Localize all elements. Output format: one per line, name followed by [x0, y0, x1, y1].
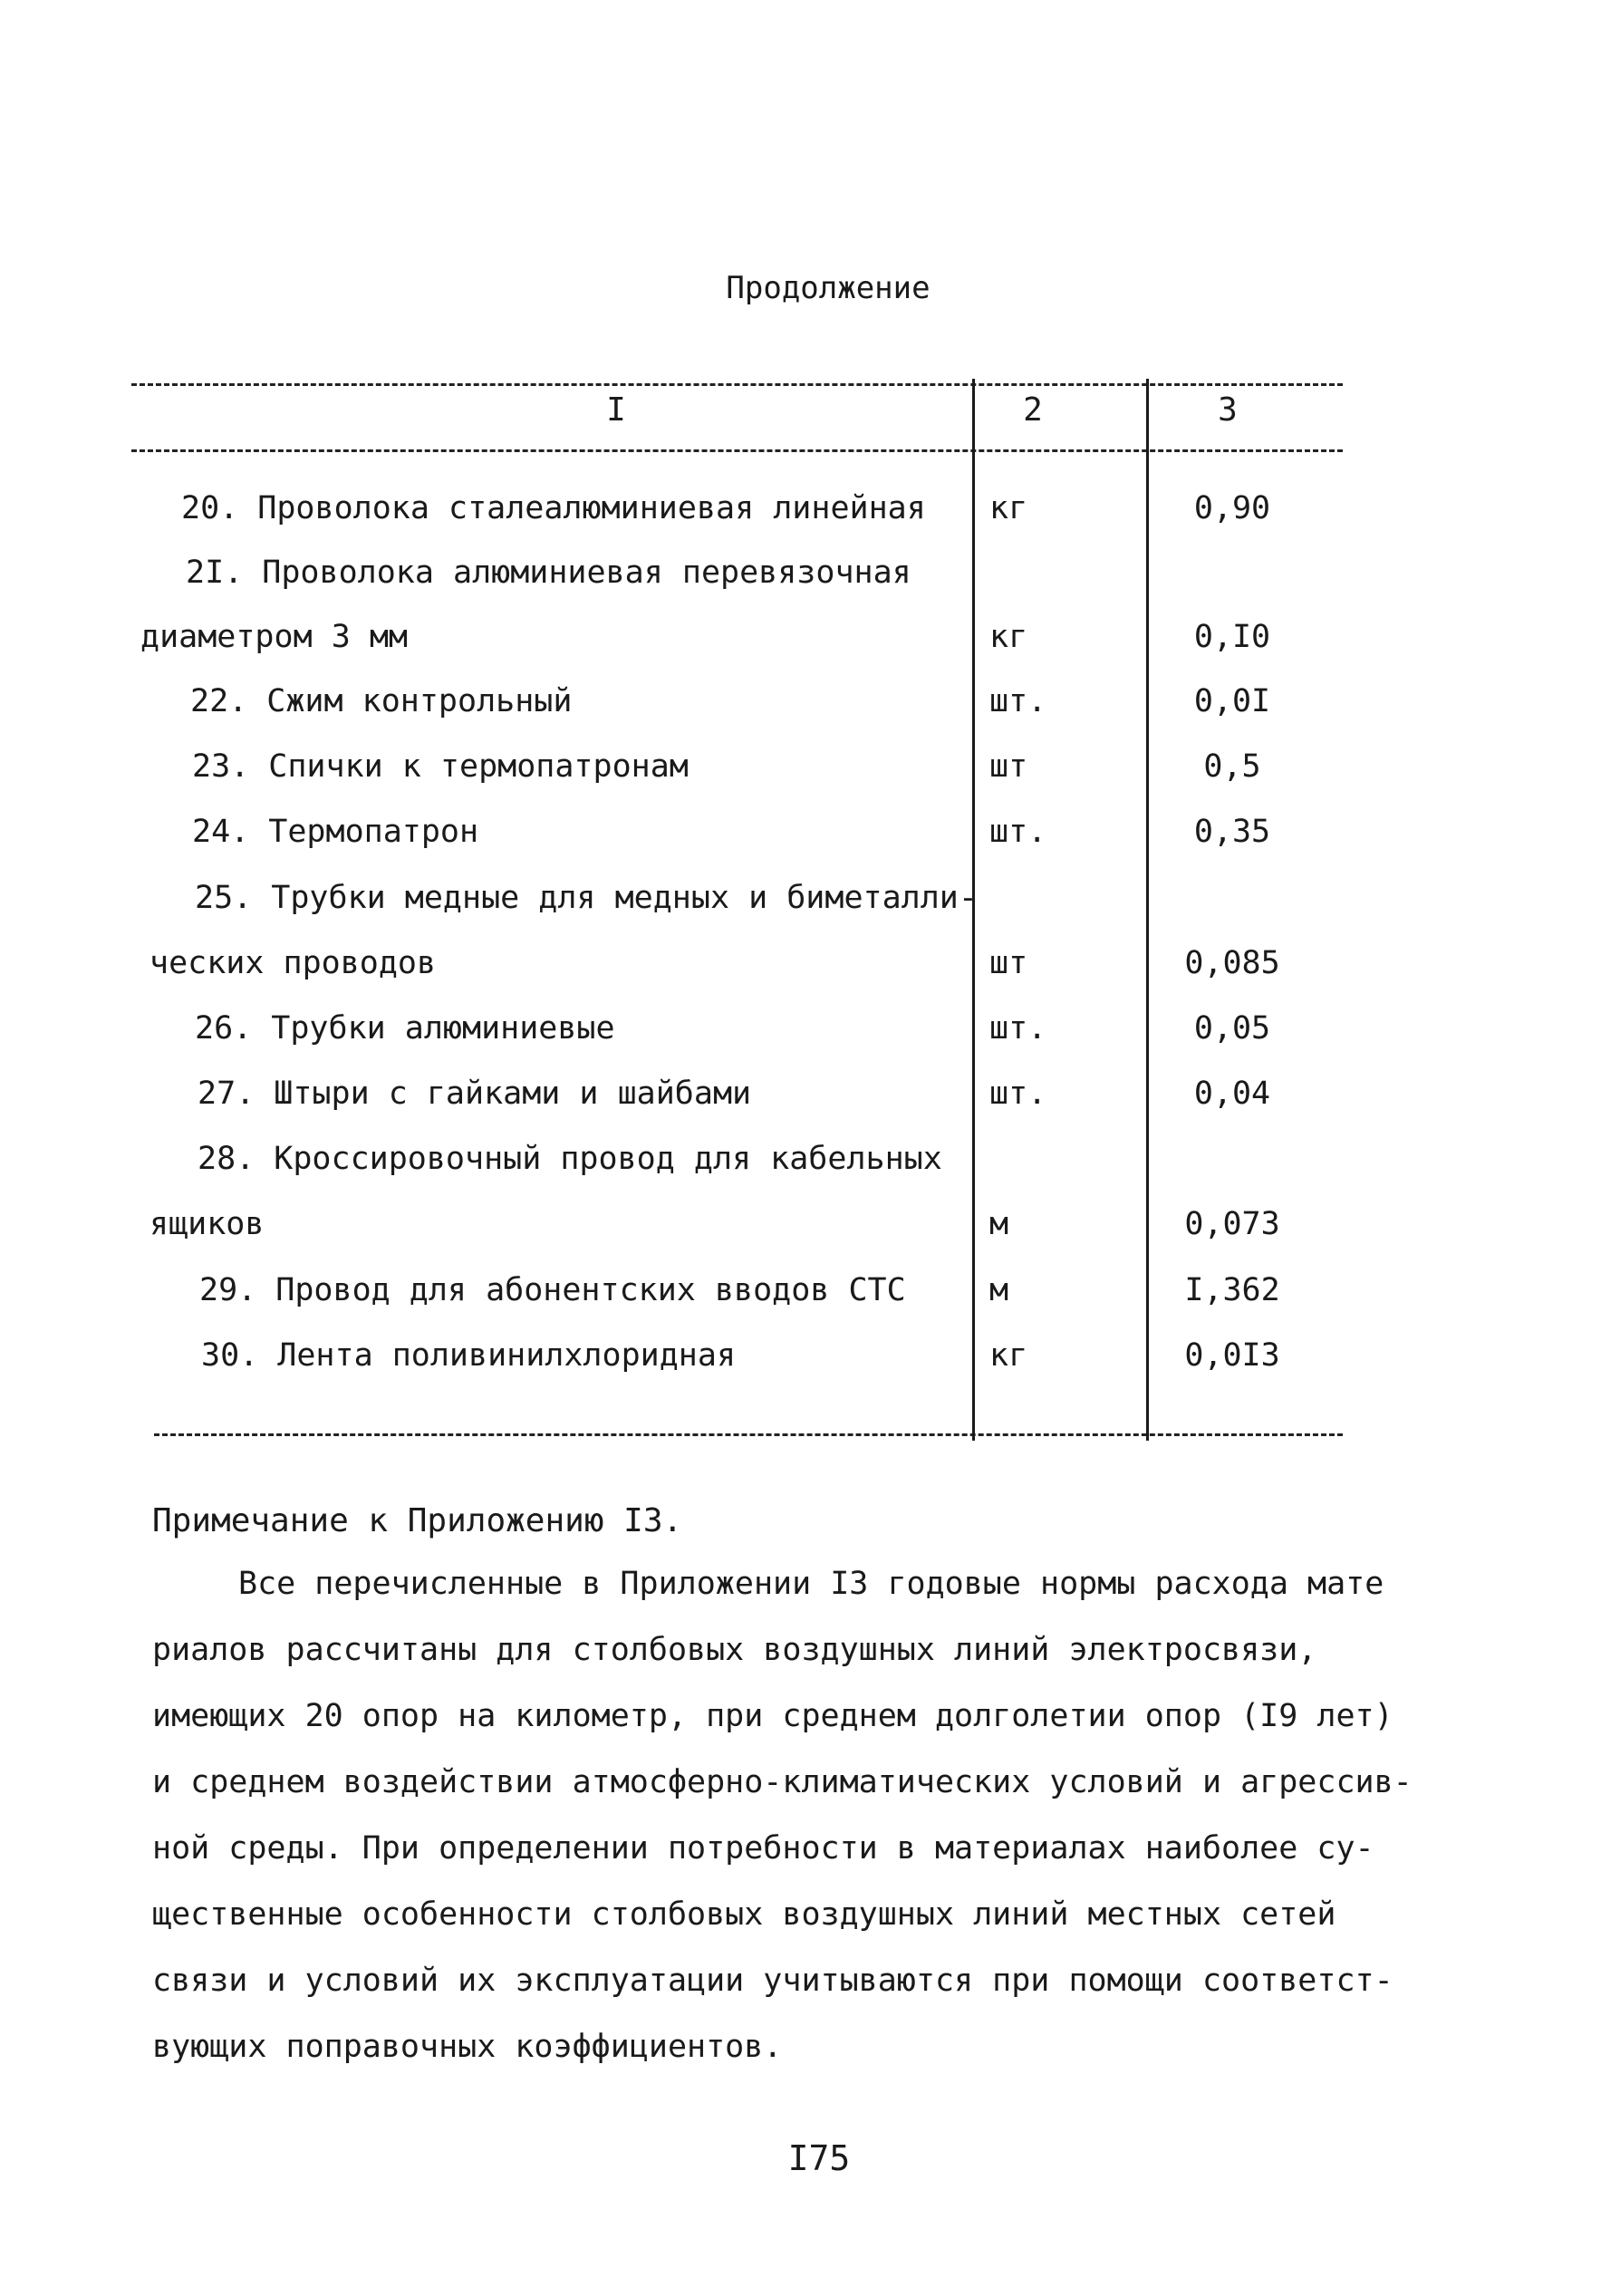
- row-name: 25. Трубки медные для медных и биметалли-: [195, 880, 978, 916]
- page-number: I75: [787, 2138, 851, 2178]
- table-row: [0, 619, 1620, 673]
- row-name: 29. Провод для абонентских вводов СТС: [199, 1272, 906, 1308]
- table-row: [0, 814, 1620, 868]
- table-row: [0, 490, 1620, 545]
- row-name: ческих проводов: [149, 945, 437, 981]
- note-title: Примечание к Приложению I3.: [152, 1502, 683, 1539]
- table-row: [0, 880, 1620, 934]
- table-header-col1: I: [606, 391, 626, 429]
- table-row: [0, 1010, 1620, 1065]
- table-header-rule: [131, 449, 1343, 452]
- heading-continuation: Продолжение: [726, 270, 931, 306]
- note-line: связи и условий их эксплуатации учитываются при помощи соответст-: [152, 1963, 1393, 1999]
- table-bottom-rule: [154, 1433, 1343, 1436]
- row-value: 0,073: [1184, 1206, 1280, 1242]
- row-name: 27. Штыри с гайками и шайбами: [198, 1076, 752, 1112]
- note-line: Все перечисленные в Приложении I3 годовые нормы расхода мате: [238, 1566, 1384, 1602]
- row-unit: кг: [989, 490, 1028, 526]
- row-unit: шт.: [989, 1010, 1047, 1047]
- row-name: 24. Термопатрон: [192, 814, 479, 850]
- row-name: ящиков: [149, 1206, 265, 1242]
- table-header-col2: 2: [1023, 391, 1043, 429]
- row-value: 0,04: [1193, 1076, 1271, 1112]
- table-row: [0, 683, 1620, 738]
- note-line: ной среды. При определении потребности в материалах наиболее су-: [152, 1830, 1374, 1867]
- table-row: [0, 1141, 1620, 1195]
- table-header-col3: 3: [1218, 391, 1238, 429]
- table-row: [0, 1076, 1620, 1130]
- row-value: 0,0I3: [1184, 1337, 1280, 1374]
- row-name: 28. Кроссировочный провод для кабельных: [198, 1141, 942, 1177]
- note-line: и среднем воздействии атмосферно-климатических условий и агрессив-: [152, 1764, 1413, 1800]
- table-top-rule: [131, 383, 1343, 386]
- table-row: [0, 748, 1620, 803]
- row-name: диаметром 3 мм: [140, 619, 409, 655]
- row-value: I,362: [1184, 1272, 1280, 1308]
- table-row: [0, 1206, 1620, 1260]
- row-unit: кг: [989, 619, 1028, 655]
- row-name: 22. Сжим контрольный: [190, 683, 573, 719]
- row-value: 0,5: [1203, 748, 1261, 785]
- row-name: 20. Проволока сталеалюминиевая линейная: [181, 490, 926, 526]
- row-value: 0,35: [1193, 814, 1271, 850]
- row-name: 26. Трубки алюминиевые: [195, 1010, 615, 1047]
- table-row: [0, 1337, 1620, 1392]
- row-value: 0,05: [1193, 1010, 1271, 1047]
- row-unit: м: [989, 1206, 1009, 1242]
- row-unit: кг: [989, 1337, 1028, 1374]
- note-line: риалов рассчитаны для столбовых воздушных линий электросвязи,: [152, 1632, 1317, 1668]
- row-name: 23. Спички к термопатронам: [192, 748, 689, 785]
- table-row: [0, 555, 1620, 609]
- row-unit: шт.: [989, 1076, 1047, 1112]
- row-value: 0,90: [1193, 490, 1271, 526]
- row-name: 30. Лента поливинилхлоридная: [201, 1337, 737, 1374]
- note-line: вующих поправочных коэффициентов.: [152, 2029, 783, 2065]
- row-value: 0,085: [1184, 945, 1280, 981]
- row-unit: шт.: [989, 814, 1047, 850]
- row-value: 0,I0: [1193, 619, 1271, 655]
- row-unit: шт.: [989, 683, 1047, 719]
- table-row: [0, 1272, 1620, 1326]
- row-value: 0,0I: [1193, 683, 1271, 719]
- row-unit: шт: [989, 945, 1028, 981]
- note-line: имеющих 20 опор на километр, при среднем долголетии опор (I9 лет): [152, 1698, 1393, 1734]
- table-row: [0, 945, 1620, 999]
- row-unit: м: [989, 1272, 1009, 1308]
- row-name: 2I. Проволока алюминиевая перевязочная: [186, 555, 911, 591]
- note-line: щественные особенности столбовых воздушных линий местных сетей: [152, 1896, 1336, 1933]
- row-unit: шт: [989, 748, 1028, 785]
